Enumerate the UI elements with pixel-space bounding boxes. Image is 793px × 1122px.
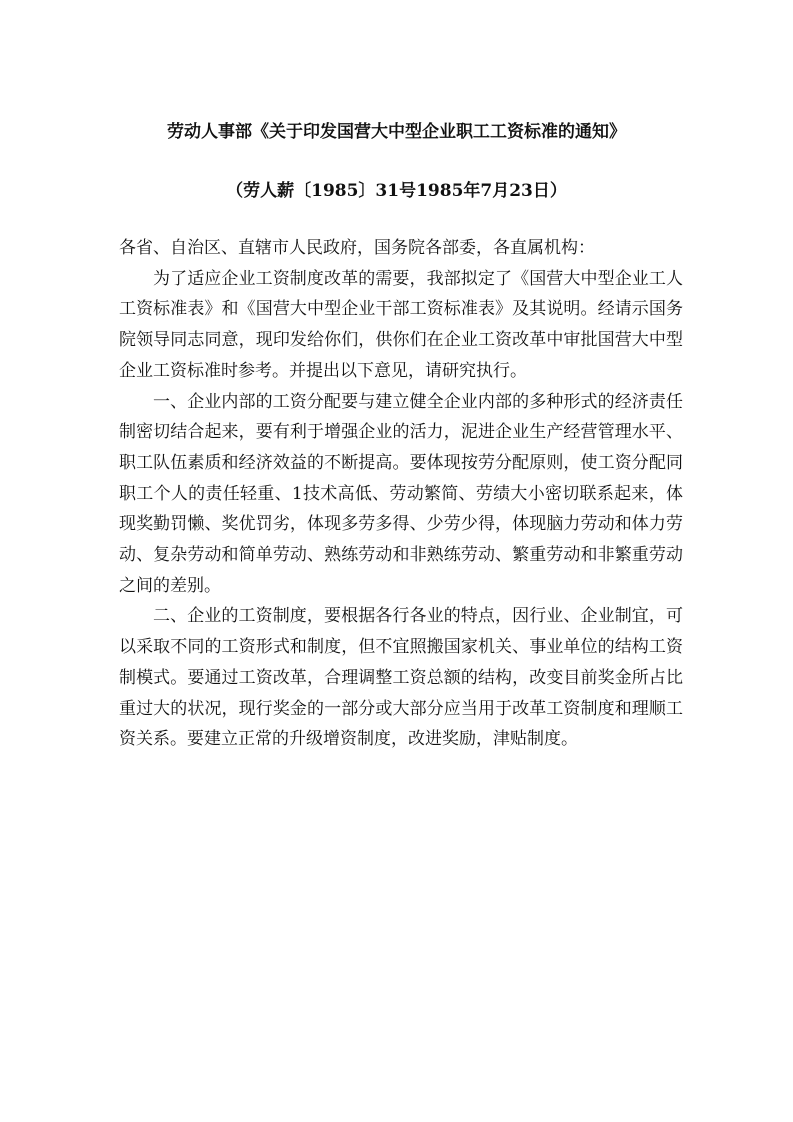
paragraph-intro: 为了适应企业工资制度改革的需要，我部拟定了《国营大中型企业工人工资标准表》和《国营大中型企业干部工资标准表》及其说明。经请示国务院领导同志同意，现印发给你们，供你们在企业工资改革中审批国营大中型企业工资标准时参考。并提出以下意见，请研究执行。 [119,268,683,381]
paragraph-section-2: 二、企业的工资制度，要根据各行各业的特点，因行业、企业制宜，可以采取不同的工资形式和制度，但不宜照搬国家机关、事业单位的结构工资制模式。要通过工资改革，合理调整工资总额的结构，改变目前奖金所占比重过大的状况，现行奖金的一部分或大部分应当用于改革工资制度和理顺工资关系。要建立正常的升级增资制度，改进奖励，津贴制度。 [119,606,683,750]
document-title: 劳动人事部《关于印发国营大中型企业职工工资标准的通知》 [167,122,626,142]
paragraph-section-1: 一、企业内部的工资分配要与建立健全企业内部的多种形式的经济责任制密切结合起来，要有利于增强企业的活力，泥进企业生产经营管理水平、职工队伍素质和经济效益的不断提高。要体现按劳分配原则，使工资分配同职工个人的责任轻重、1技术高低、劳动繁简、劳绩大小密切联系起来，体现奖勤罚懒、奖优罚劣，体现多劳多得、少劳少得，体现脑力劳动和体力劳动、复杂劳动和简单劳动、熟练劳动和非熟练劳动、繁重劳动和非繁重劳动之间的差别。 [119,391,683,596]
salutation: 各省、自治区、直辖市人民政府，国务院各部委，各直属机构： [119,238,595,258]
document-body [119,233,683,755]
document-subtitle: （劳人薪〔1985〕31号1985年7月23日） [226,181,567,201]
